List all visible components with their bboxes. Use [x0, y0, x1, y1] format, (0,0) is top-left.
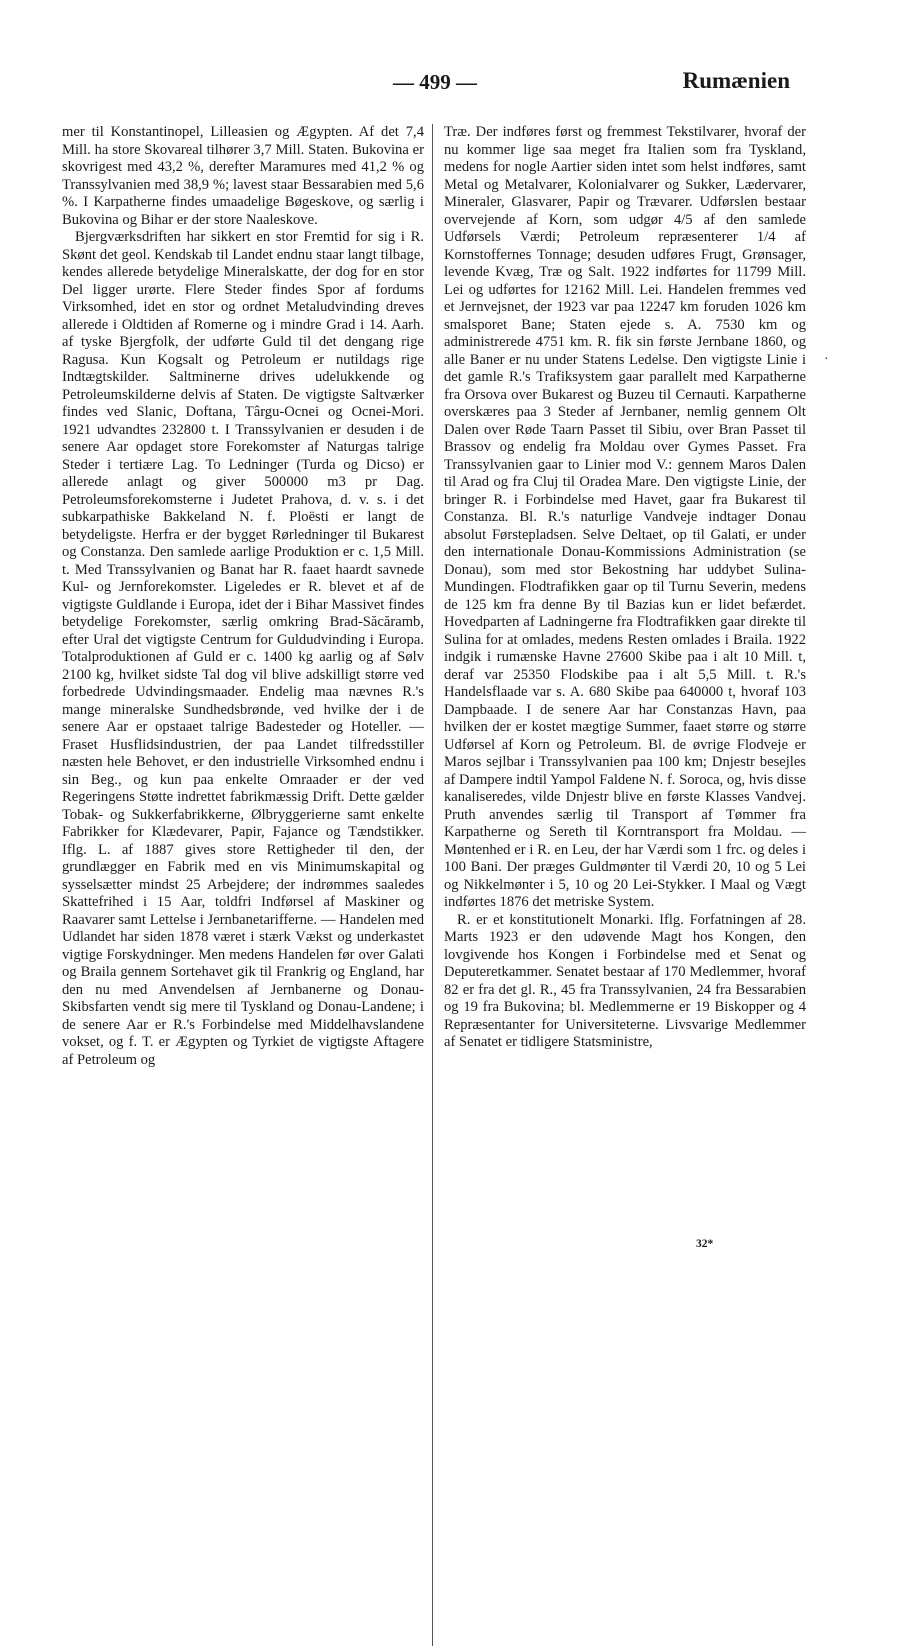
margin-mark: · [824, 352, 829, 367]
right-paragraph-constitution: R. er et konstitutionelt Monarki. Iflg. Forfatningen af 28. Marts 1923 er den udøvende Magt hos Kongen, den lovgivende hos Kongen i Forbindelse med et Senat og Deputeretkammer. Senatet bestaar af 170 Medlemmer, hvoraf 82 er fra det gl. R., 45 fra Transsylvanien, 24 fra Bessarabien og 19 fra Bukovina; bl. Medlemmerne er 19 Biskopper og 4 Repræsentanter for Universiteterne. Livsvarige Medlemmer af Senatet er tidligere Statsministre, [444, 911, 806, 1050]
left-paragraph-forests: mer til Konstantinopel, Lilleasien og Ægypten. Af det 7,4 Mill. ha store Skovareal tilhører 3,7 Mill. Staten. Bukovina er skovrigest med 43,2 %, derefter Maramures med 41,2 % og Transsylvanien med 38,9 %; lavest staar Bessarabien med 5,6 %. I Karpatherne findes umaadelige Bøgeskove, og særlig i Bukovina og Bihar er der store Naaleskove. [62, 124, 424, 228]
right-column [444, 124, 806, 1052]
right-paragraph-trade-transport: Træ. Der indføres først og fremmest Tekstilvarer, hvoraf der nu kommer lige saa meget fra Italien som fra Tyskland, medens for nogle Aartier siden intet som helst indføres, samt Metal og Metalvarer, Kolonialvarer og Sukker, Lædervarer, Mineraler, Glasvarer, Papir og Trævarer. Udførslen bestaar overvejende af Korn, som udgør 4/5 af den samlede Udførsels Værdi; Petroleum repræsenterer 1/4 af Kornstoffernes Tonnage; desuden udføres Frugt, Grønsager, levende Kvæg, Træ og Salt. 1922 indførtes for 11799 Mill. Lei og udførtes for 12162 Mill. Lei. Handelen fremmes ved et Jernvejsnet, der 1923 var paa 12247 km foruden 1026 km smalsporet Bane; Staten ejede s. A. 7530 km og administrerede 4751 km. R. fik sin første Jernbane 1860, og alle Baner er nu under Statens Ledelse. Den vigtigste Linie i det gamle R.'s Trafiksystem gaar parallelt med Karpatherne fra Orsova over Bukarest og Buzeu til Cernauti. Karpatherne overskæres paa 3 Steder af Jernbaner, nemlig gennem Olt Dalen over Røde Taarn Passet til Sibiu, over Bran Passet til Brassov og endelig fra Moldau over Gymes Passet. Fra Transsylvanien gaar to Linier mod V.: gennem Maros Dalen til Arad og fra Cluj til Oradea Mare. Den vigtigste Linie, der bringer R. i Forbindelse med Havet, gaar fra Bukarest til Constanza. Bl. R.'s naturlige Vandveje indtager Donau absolut Førstepladsen. Selve Deltaet, op til Galati, er under den internationale Donau-Kommissions Administration (se Donau), som med stor Bekostning har uddybet Sulina-Mundingen. Flodtrafikken gaar op til Turnu Severin, medens de 125 km fra denne By til Bazias kun er lidet befærdet. Hovedparten af Ladningerne fra Flodtrafikken gaar direkte til Sulina for at omlades, medens Resten omlades i Braila. 1922 indgik i rumænske Havne 27600 Skibe paa i alt 10 Mill. t, deraf var 25350 Flodskibe paa i alt 5,5 Mill. t. R.'s Handelsflaade var s. A. 680 Skibe paa 640000 t, hvoraf 103 Dampbaade. I de senere Aar har Constanzas Havn, paa hvilken der er kostet mægtige Summer, faaet større og større Udførsel af Korn og Petroleum. Bl. de øvrige Flodveje er Maros sejlbar i Transsylvanien paa 100 km; Dnjestr besejles af Dampere indtil Yampol Faldene N. f. Soroca, og, hvis disse kanaliseredes, vilde Dnjestr blive en første Klasses Vandvej. Pruth anvendes særlig til Transport af Tømmer fra Karpatherne og Sereth til Korntransport fra Moldau. — Møntenhed er i R. en Leu, der har Værdi som 1 frc. og deles i 100 Bani. Der præges Guldmønter til Værdi 20, 10 og 5 Lei og Nikkelmønter i 5, 10 og 20 Lei-Stykker. I Maal og Vægt indførtes 1876 det metriske System. [444, 124, 806, 910]
printer-signature: 32* [696, 1238, 714, 1250]
left-paragraph-mining-trade: Bjergværksdriften har sikkert en stor Fremtid for sig i R. Skønt det geol. Kendskab til Landet endnu staar langt tilbage, kendes allerede betydelige Mineralskatte, der dog for en stor Del ligger urørte. Flere Steder findes Spor af fordums Virksomhed, idet en stor og ordnet Metaludvinding dreves allerede i Oldtiden af Romerne og i mindre Grad i 14. Aarh. af tyske Bjergfolk, der udførte Guld til det dengang rige Ragusa. Kun Kogsalt og Petroleum er nutildags rige Indtægtskilder. Saltminerne drives udelukkende og Petroleumskilderne delvis af Staten. De vigtigste Saltværker findes ved Slanic, Doftana, Târgu-Ocnei og Ocnei-Mori. 1921 udvandtes 232800 t. I Transsylvanien er desuden i de senere Aar opdaget store Forekomster af Naturgas talrige Steder i tertiære Lag. To Ledninger (Turda og Dicso) er allerede anlagt og giver 500000 m3 pr Dag. Petroleumsforekomsterne i Judetet Prahova, d. v. s. i det subkarpathiske Bakkeland N. f. Ploësti er langt de betydeligste. Herfra er der bygget Rørledninger til Bukarest og Constanza. Den samlede aarlige Produktion er c. 1,5 Mill. t. Med Transsylvanien og Banat har R. faaet haardt savnede Kul- og Jernforekomster. Ligeledes er R. blevet et af de vigtigste Guldlande i Europa, idet der i Bihar Massivet findes betydelige Forekomster, særlig omkring Brad-Săcăramb, efter Ural det vigtigste Centrum for Guldudvinding i Europa. Totalproduktionen af Guld er c. 1400 kg aarlig og af Sølv 2100 kg, hvilket sidste Tal dog vil blive adskilligt større ved forbedrede Udvindingsmaader. Endelig maa nævnes R.'s mange mineralske Sundhedsbrønde, ved hvilke der i de senere Aar er opstaaet talrige Badesteder og Hoteller. — Fraset Husflidsindustrien, der paa Landet tilfredsstiller næsten hele Behovet, er den industrielle Virksomhed endnu i sin Beg., og kun paa enkelte Omraader er der ved Regeringens Støtte indrettet fabrikmæssig Drift. Dette gælder Tobak- og Sukkerfabrikkerne, Ølbryggerierne samt enkelte Fabrikker for Klædevarer, Papir, Fajance og Tændstikker. Iflg. L. af 1887 gives store Rettigheder til den, der grundlægger en Fabrik med en vis Minimumskapital og sysselsætter mindst 25 Arbejdere; der indrømmes saaledes Skattefrihed i 15 Aar, toldfri Indførsel af Maskiner og Raavarer samt Lettelse i Jernbanetarifferne. — Handelen med Udlandet har siden 1878 været i stærk Vækst og underkastet vigtige Forskydninger. Men medens Handelen før over Galati og Braila gennem Sortehavet gik til Frankrig og England, har den nu med Anvendelsen af Jernbanerne og Donau-Skibsfarten vendt sig mere til Tyskland og Donau-Landene; i de senere Aar er R.'s Forbindelse med Middelhavslandene vokset, og f. T. er Ægypten og Tyrkiet de vigtigste Aftagere af Petroleum og [62, 229, 424, 1068]
left-column [62, 124, 424, 1069]
page-number: — 499 — [393, 70, 477, 94]
running-head: Rumænien [682, 68, 790, 93]
column-divider [432, 124, 433, 1646]
